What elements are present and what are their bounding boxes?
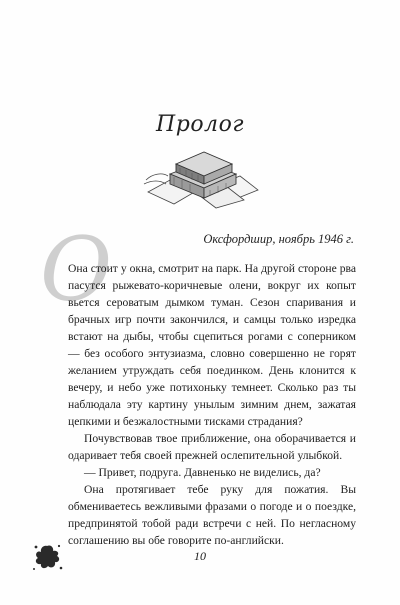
paragraph-2: Почувствовав твое приближение, она оборачивается и одаривает тебя своей прежней ослепительной улыбкой. <box>68 432 356 462</box>
body-text <box>68 260 356 549</box>
page-number: 10 <box>194 549 206 563</box>
paragraph-1: Она стоит у окна, смотрит на парк. На другой стороне рва пасутся рыжевато-коричневые олени, вокруг их копыт вьется сероватым дымком туман. Сезон спаривания и брачных игр почти закончился, и самцы только изредка встают на дыбы, чтобы сцепиться рогами с соперником — без особого энтузиазма, словно совершенно не горят желанием утруждать себя поединком. День клонится к вечеру, и небо уже потихоньку темнеет. Сколько раз ты наблюдала эту картину унылым зимним днем, зажатая цепкими и безжалостными тисками страдания? <box>68 262 356 428</box>
books-and-papers-illustration <box>140 140 262 210</box>
dateline: Оксфордшир, ноябрь 1946 г. <box>203 232 354 246</box>
paragraph-3: — Привет, подруга. Давненько не виделись, да? <box>84 466 321 479</box>
paragraph-4: Она протягивает тебе руку для пожатия. Вы обмениваетесь вежливыми фразами о погоде и о поездке, предпринятой тобой ради встречи с ней. По негласному соглашению вы обе говорите по-английски. <box>68 483 356 547</box>
drop-cap-letter: О <box>40 218 113 321</box>
chapter-title: Пролог <box>156 112 244 137</box>
